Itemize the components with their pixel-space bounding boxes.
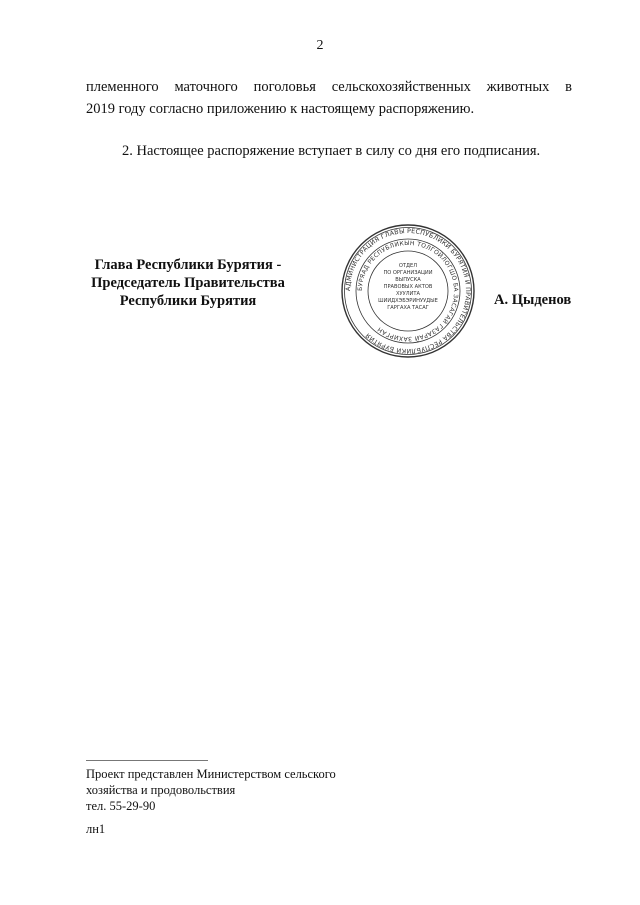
footnote-divider <box>86 760 208 761</box>
footnote-line-2: хозяйства и продовольствия <box>86 783 236 797</box>
signatory-title-line-1: Глава Республики Бурятия - <box>94 257 282 273</box>
signatory-title-line-2: Председатель Правительства <box>91 275 285 291</box>
seal-center-line-2: ПО ОРГАНИЗАЦИИ <box>383 270 433 276</box>
paragraph-1-line-2: 2019 году согласно приложению к настоящему распоряжению. <box>86 101 475 117</box>
paragraph-1-line-1: племенного маточного поголовья сельскохозяйственных животных в <box>86 79 572 95</box>
official-seal-stamp <box>340 223 476 359</box>
signatory-name: А. Цыденов <box>494 292 572 308</box>
seal-center-line-3: ВЫПУСКА <box>395 277 421 283</box>
page-number: 2 <box>316 38 324 53</box>
seal-center-line-4: ПРАВОВЫХ АКТОВ <box>383 284 433 290</box>
footnote <box>86 766 336 814</box>
footnote-phone: тел. 55-29-90 <box>86 799 156 813</box>
seal-outer-ring-text: АДМИНИСТРАЦИЯ ГЛАВЫ РЕСПУБЛИКИ БУРЯТИЯ И ПРАВИТЕЛЬСТВА РЕСПУБЛИКИ БУРЯТИЯ <box>344 227 472 355</box>
seal-center-line-5: ХУУЛИТА <box>396 291 420 297</box>
footnote-line-1: Проект представлен Министерством сельского <box>86 767 336 781</box>
document-code: лн1 <box>86 822 106 836</box>
paragraph-2: 2. Настоящее распоряжение вступает в силу со дня его подписания. <box>122 143 541 159</box>
seal-inner-ring-text: БУРЯАД РЕСПУБЛИКЫН ТОЛГОЙЛОГШО БА ЗАСАГАЙ ГАЗАРАЙ ЗАХИРГАН <box>356 239 460 343</box>
seal-center-line-1: ОТДЕЛ <box>398 263 418 269</box>
seal-center-line-6: ШИИДХЭБЭРИНУУДЫЕ <box>378 298 438 304</box>
signatory-title <box>62 256 314 310</box>
paragraph-1 <box>86 76 572 120</box>
seal-center-line-7: ГАРГАХА ТАСАГ <box>387 305 429 311</box>
signatory-title-line-3: Республики Бурятия <box>119 293 257 309</box>
